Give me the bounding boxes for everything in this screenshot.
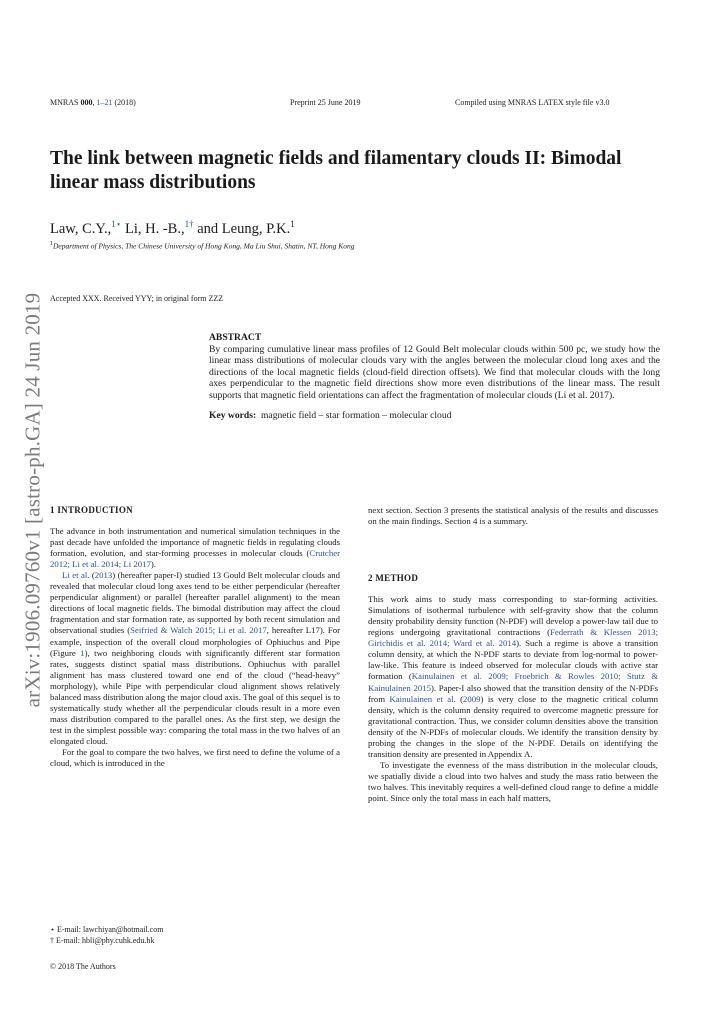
- keywords: [209, 410, 660, 422]
- arxiv-stamp: [14, 290, 52, 710]
- pages-link[interactable]: 1–21: [96, 98, 113, 107]
- intro-p2-text: ) (hereafter paper-I) studied 13 Gould Belt molecular clouds and revealed that molecular cloud long axes tend to be either perpendicular (hereafter perpendicular alignment) or parallel (hereafter parallel alignment) to the mean directions of local magnetic fields. The bimodal distribution may affect the cloud fragmentation and star formation rate, as supported by both recent simulation and observational studies (: [50, 570, 340, 636]
- section-heading-method: 2 METHOD: [368, 573, 419, 584]
- method-p1-text: This work aims to study mass corresponding to star-forming activities. Simulations of isothermal turbulence with self-gravity show that the column density probability density function (N-PDF) will develop a power-law tail due to regions undergoing gravitational contractions (: [368, 594, 658, 638]
- intro-paragraph-2: Li et al. (2013) (hereafter paper-I) studied 13 Gould Belt molecular clouds and revealed that molecular cloud long axes tend to be either perpendicular (hereafter perpendicular alignment) or parallel (hereafter parallel alignment) to the mean directions of local magnetic fields. The bimodal distribution may affect the cloud fragmentation and star formation rate, as supported by both recent simulation and observational studies (Seifried & Walch 2015; Li et al. 2017, hereafter L17). For example, inspection of the overall cloud morphologies of Ophiuchus and Pipe (Figure 1), two neighboring clouds with significantly different star formation rates, suggests distinct spatial mass distributions. Ophiuchus with parallel alignment has mass clustered toward one end of the cloud (“head-heavy” morphology), while Pipe with perpendicular cloud alignment shows relatively balanced mass distribution along the major cloud axis. The goal of this sequel is to systematically study whether all the perpendicular clouds result in a more even mass distribution compared to the parallel ones. As the first step, we design the test in the simplest possible way: comparing the total mass in the two halves of an elongated cloud.: [50, 570, 340, 746]
- intro-p1-text: The advance in both instrumentation and numerical simulation techniques in the past decade have unfolded the importance of magnetic fields in regulating clouds formation, evolution, and star-forming processes in molecular clouds (: [50, 526, 340, 559]
- intro-p2-text-c: ), two neighboring clouds with significantly different star formation rates, suggests distinct spatial mass distributions. Ophiuchus with parallel alignment has mass clustered toward one end of the cloud (“head-heavy” morphology), while Pipe with perpendicular cloud alignment shows relatively balanced mass distribution along the major cloud axis. The goal of this sequel is to systematically study whether all the perpendicular clouds result in a more even mass distribution compared to the parallel ones. As the first step, we design the test in the simplest possible way: comparing the total mass in the two halves of an elongated cloud.: [50, 647, 340, 746]
- intro-paragraph-3: For the goal to compare the two halves, we first need to define the volume of a cloud, which is introduced in the: [50, 746, 340, 769]
- section-heading-introduction: 1 INTRODUCTION: [50, 505, 133, 515]
- citation-link[interactable]: Seifried & Walch 2015; Li et al. 2017: [130, 625, 267, 636]
- citation-link[interactable]: Crutcher 2012; Li et al. 2014; Li 2017: [50, 548, 340, 570]
- intro-paragraph-1: [50, 526, 340, 570]
- copyright: © 2018 The Authors: [50, 962, 116, 971]
- author-3: and Leung, P.K.: [193, 220, 291, 237]
- method-paragraph-2: To investigate the evenness of the mass distribution in the molecular clouds, we spatially divide a cloud into two halves and study the mass ratio between the two halves. This inevitably requires a well-defined cloud range to define a middle point. Since only the total mass in each half matters,: [368, 759, 658, 803]
- year: (2018): [112, 98, 136, 107]
- intro-p1-end: ).: [150, 559, 156, 570]
- abstract-block: [209, 332, 660, 421]
- footnote-email-2: † E-mail: hbli@phy.cuhk.edu.hk: [50, 935, 155, 945]
- author-list: [50, 219, 295, 238]
- paper-title: The link between magnetic fields and filamentary clouds II: Bimodal linear mass distributions: [50, 148, 622, 193]
- section-gap: [368, 527, 658, 573]
- abstract-heading: ABSTRACT: [209, 332, 262, 343]
- citation-link[interactable]: Li et al.: [62, 570, 90, 581]
- author-1: Law, C.Y.,: [50, 220, 112, 237]
- right-column: [368, 505, 658, 804]
- method-p1-text-d: ) is very close to the magnetic critical column density, which is the column density required to overcome magnetic pressure for gravitational contraction. Thus, we consider column densities above the transition density of the N-PDFs of molecular clouds. We identify the transition density by probing the changes in the slope of the N-PDF. Details on identifying the transition density are presented in Appendix A.: [368, 693, 658, 759]
- method-p1-text-c: ). Paper-I also showed that the transition density of the N-PDFs from: [368, 682, 659, 704]
- author-3-mark: 1: [290, 219, 295, 229]
- figure-link[interactable]: 1: [80, 647, 85, 658]
- keywords-label: Key words:: [209, 409, 257, 421]
- keywords-list: magnetic field – star formation – molecular cloud: [260, 409, 452, 421]
- author-2: Li, H. -B.,: [121, 220, 185, 237]
- compiled-note: Compiled using MNRAS LATEX style file v3.0: [455, 98, 610, 107]
- citation-link[interactable]: Kainulainen et al. 2009; Froebrich & Rowles 2010; Stutz & Kainulainen 2015: [368, 671, 658, 693]
- citation-link[interactable]: 2013: [94, 570, 113, 581]
- running-header-journal: MNRAS 000, 1–21 (2018): [50, 98, 136, 107]
- preprint-date: Preprint 25 June 2019: [290, 98, 361, 107]
- arxiv-id: arXiv:1906.09760v1 [astro-ph.GA] 24 Jun 2019: [20, 292, 45, 708]
- journal-name: MNRAS: [50, 98, 81, 107]
- abstract-text: By comparing cumulative linear mass profiles of 12 Gould Belt molecular clouds within 500 pc, we study how the linear mass distributions of molecular clouds vary with the angles between the molecular cloud long axes and the directions of the local magnetic fields (cloud-field direction offsets). We find that molecular clouds with the long axes perpendicular to the magnetic field directions show more even distributions of the linear mass. The result supports that magnetic field orientations can affect the fragmentation of molecular clouds (Li et al. 2017).: [209, 343, 660, 401]
- left-column: [50, 505, 340, 769]
- method-p1-text-b: ). Such a regime is above a transition column density, at which the N-PDF starts to deviate from log-normal to power-law-like. This feature is indeed observed for molecular clouds with active star formation (: [368, 638, 658, 682]
- author-1-mark[interactable]: 1⋆: [111, 219, 122, 229]
- volume: 000: [80, 98, 93, 107]
- citation-link[interactable]: Kainulainen et al.: [389, 693, 456, 704]
- received-dates: Accepted XXX. Received YYY; in original form ZZZ: [50, 294, 224, 303]
- intro-continuation: next section. Section 3 presents the statistical analysis of the results and discusses on the main findings. Section 4 is a summary.: [368, 505, 658, 527]
- citation-link[interactable]: 2009: [463, 693, 481, 704]
- author-2-mark[interactable]: 1†: [184, 219, 194, 229]
- intro-p2-text-b: , hereafter L17). For example, inspection of the overall cloud morphologies of Ophiuchus and Pipe (Figure: [50, 625, 340, 658]
- citation-link[interactable]: Federrath & Klessen 2013; Girichidis et al. 2014; Ward et al. 2014: [368, 627, 658, 649]
- footnotes: [50, 925, 163, 946]
- footnote-email-1: ⋆ E-mail: lawchiyan@hotmail.com: [50, 925, 164, 934]
- affiliation-mark: 1: [50, 241, 53, 247]
- method-paragraph-1: This work aims to study mass corresponding to star-forming activities. Simulations of isothermal turbulence with self-gravity show that the column density probability density function (N-PDF) will develop a power-law tail due to regions undergoing gravitational contractions (Federrath & Klessen 2013; Girichidis et al. 2014; Ward et al. 2014). Such a regime is above a transition column density, at which the N-PDF starts to deviate from log-normal to power-law-like. This feature is indeed observed for molecular clouds with active star formation (Kainulainen et al. 2009; Froebrich & Rowles 2010; Stutz & Kainulainen 2015). Paper-I also showed that the transition density of the N-PDFs from Kainulainen et al. (2009) is very close to the magnetic critical column density, which is the column density required to overcome magnetic pressure for gravitational contraction. Thus, we consider column densities above the transition density of the N-PDFs of molecular clouds. We identify the transition density by probing the changes in the slope of the N-PDF. Details on identifying the transition density are presented in Appendix A.: [368, 594, 659, 759]
- affiliation: [50, 241, 355, 251]
- affiliation-text: Department of Physics, The Chinese University of Hong Kong, Ma Liu Shui, Shatin, NT, Hong Kong: [53, 241, 355, 251]
